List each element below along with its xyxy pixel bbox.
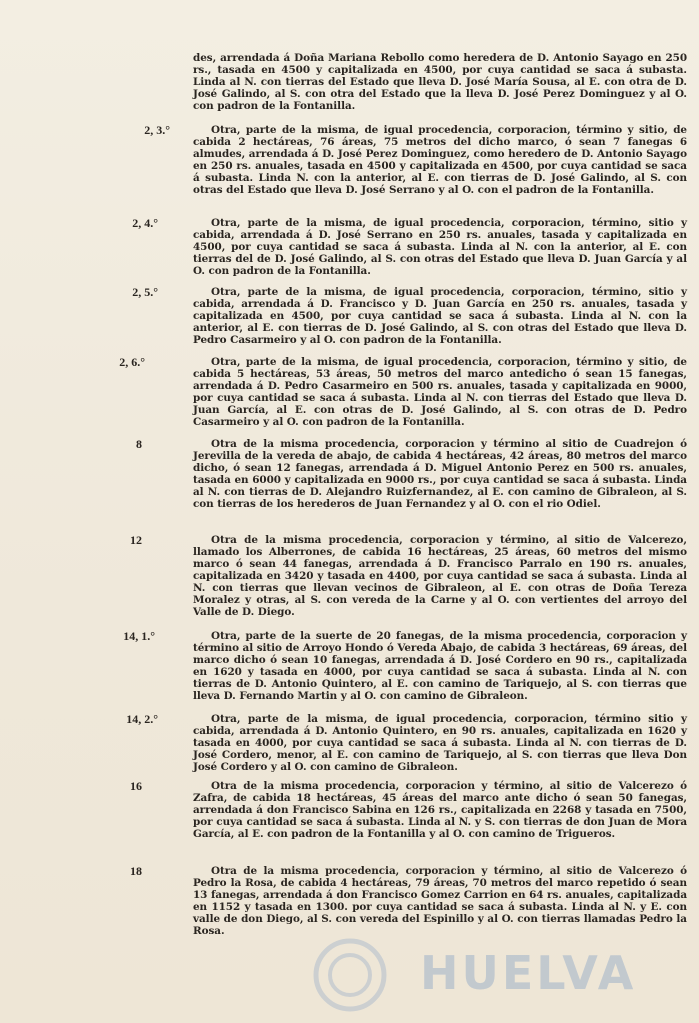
- entry-number: 14, 1.°: [123, 629, 155, 643]
- entry-text: Otra, parte de la misma, de igual procedencia, corporacion, término sitio y cabida, arrendada á D. Antonio Quintero, en 90 rs. anuales, capitalizada en 1620 y tasada en 4000, por cuya cantidad se saca á subasta. Linda al N. con tierras de D. José Cordero, menor, al E. con camino de Tariquejo, al S. con tierras que lleva Don José Cordero y al O. con camino de Gibraleon.: [193, 713, 687, 774]
- entry-number: 2, 6.°: [119, 355, 145, 369]
- entry-text: Otra, parte de la misma, de igual procedencia, corporacion, término, sitio y cabida, arrendada á D. Francisco y D. Juan García en 250 rs. anuales, tasada y capitalizada en 4500, por cuya cantidad se saca á subasta. Linda al N. con la anterior, al E. con tierras de D. José Galindo, al S. con otras del Estado que lleva D. Pedro Casarmeiro y al O. con padron de la Fontanilla.: [193, 286, 687, 347]
- entry-number: 2, 4.°: [132, 216, 158, 230]
- entry-number: 12: [130, 533, 142, 547]
- entry-number: 2, 5.°: [132, 285, 158, 299]
- entry-text: Otra, parte de la misma, de igual procedencia, corporacion, término, sitio y cabida, arrendada á D. José Serrano en 250 rs. anuales, tasada y capitalizada en 4500, por cuya cantidad se saca á subasta. Linda al N. con la anterior, al E. con tierras del de D. José Galindo, al S. con otras del Estado que lleva D. Juan García y al O. con padron de la Fontanilla.: [193, 217, 687, 278]
- entry-number: 18: [130, 864, 142, 878]
- entry-text: Otra de la misma procedencia, corporacion y término, al sitio de Valcerezo ó Pedro la Rosa, de cabida 4 hectáreas, 79 áreas, 70 metros del marco repetido ó sean 13 fanegas, arrendada á don Francisco Gomez Carrion en 64 rs. anuales, capitalizada en 1152 y tasada en 1300. por cuya cantidad se saca á subasta. Linda al N. y E. con valle de don Diego, al S. con vereda del Espinillo y al O. con tierras llamadas Pedro la Rosa.: [193, 865, 687, 938]
- entry-number: 14, 2.°: [126, 712, 158, 726]
- entry-text: Otra, parte de la misma, de igual procedencia, corporacion, término y sitio, de cabida 5 hectáreas, 53 áreas, 50 metros del marco antedicho ó sean 15 fanegas, arrendada á D. Pedro Casarmeiro en 500 rs. anuales, tasada y capitalizada en 9000, por cuya cantidad se saca á subasta. Linda al N. con tierras del Estado que lleva D. Juan García, al E. con otras de D. José Galindo, al S. con otras de D. Pedro Casarmeiro y al O. con padron de la Fontanilla.: [193, 356, 687, 429]
- entry-text: Otra de la misma procedencia, corporacion y término, al sitio de Valcerezo, llamado los Alberrones, de cabida 16 hectáreas, 25 áreas, 60 metros del mismo marco ó sean 44 fanegas, arrendada á D. Francisco Parralo en 190 rs. anuales, capitalizada en 3420 y tasada en 4400, por cuya cantidad se saca á subasta. Linda al N. con tierras que llevan vecinos de Gibraleon, al E. con otras de Doña Tereza Moralez y otras, al S. con vereda de la Carne y al O. con vertientes del arroyo del Valle de D. Diego.: [193, 534, 687, 619]
- entry-text: Otra, parte de la misma, de igual procedencia, corporacion, término y sitio, de cabida 2 hectáreas, 76 áreas, 75 metros del dicho marco, ó sean 7 fanegas 6 almudes, arrendada á D. José Perez Dominguez, como heredero de D. Antonio Sayago en 250 rs. anuales, tasada en 4500 y capitalizada en 4500, por cuya cantidad se saca á subasta. Linda N. con la anterior, al E. con tierras de D. José Galindo, al S. con otras del Estado que lleva D. José Serrano y al O. con el padron de la Fontanilla.: [193, 124, 687, 197]
- entry-text: Otra, parte de la suerte de 20 fanegas, de la misma procedencia, corporacion y término al sitio de Arroyo Hondo ó Vereda Abajo, de cabida 3 hectáreas, 69 áreas, del marco dicho ó sean 10 fanegas, arrendada á D. José Cordero en 90 rs., capitalizada en 1620 y tasada en 4000, por cuya cantidad se saca á subasta. Linda al N. con tierras de D. Antonio Quintero, al E. con camino de Tariquejo, al S. con tierras que lleva D. Fernando Martin y al O. con camino de Gibraleon.: [193, 630, 687, 703]
- entry-number: 2, 3.°: [144, 123, 170, 137]
- entry-number: 16: [130, 779, 142, 793]
- entry-text: des, arrendada á Doña Mariana Rebollo como heredera de D. Antonio Sayago en 250 rs., tasada en 4500 y capitalizada en 4500, por cuya cantidad se saca á subasta. Linda al N. con tierras del Estado que lleva D. José María Sousa, al E. con otra de D. José Galindo, al S. con otra del Estado que la lleva D. José Perez Dominguez y al O. con padron de la Fontanilla.: [193, 52, 687, 113]
- entry-text: Otra de la misma procedencia, corporacion y término al sitio de Cuadrejon ó Jerevilla de la vereda de abajo, de cabida 4 hectáreas, 42 áreas, 80 metros del marco dicho, ó sean 12 fanegas, arrendada á D. Miguel Antonio Perez en 500 rs. anuales, tasada en 6000 y capitalizada en 9000 rs., por cuya cantidad se saca á subasta. Linda al N. con tierras de D. Alejandro Ruizfernandez, al E. con camino de Gibraleon, al S. con tierras de los herederos de Juan Fernandez y al O. con el rio Odiel.: [193, 438, 687, 511]
- watermark-text: HUELVA: [420, 946, 637, 1000]
- entry-text: Otra de la misma procedencia, corporacion y término, al sitio de Valcerezo ó Zafra, de cabida 18 hectáreas, 45 áreas del marco ante dicho ó sean 50 fanegas, arrendada á don Francisco Sabina en 126 rs., capitalizada en 2268 y tasada en 7500, por cuya cantidad se saca á subasta. Linda al N. y S. con tierras de don Juan de Mora García, al E. con padron de la Fontanilla y al O. con camino de Trigueros.: [193, 780, 687, 841]
- entry-number: 8: [136, 437, 142, 451]
